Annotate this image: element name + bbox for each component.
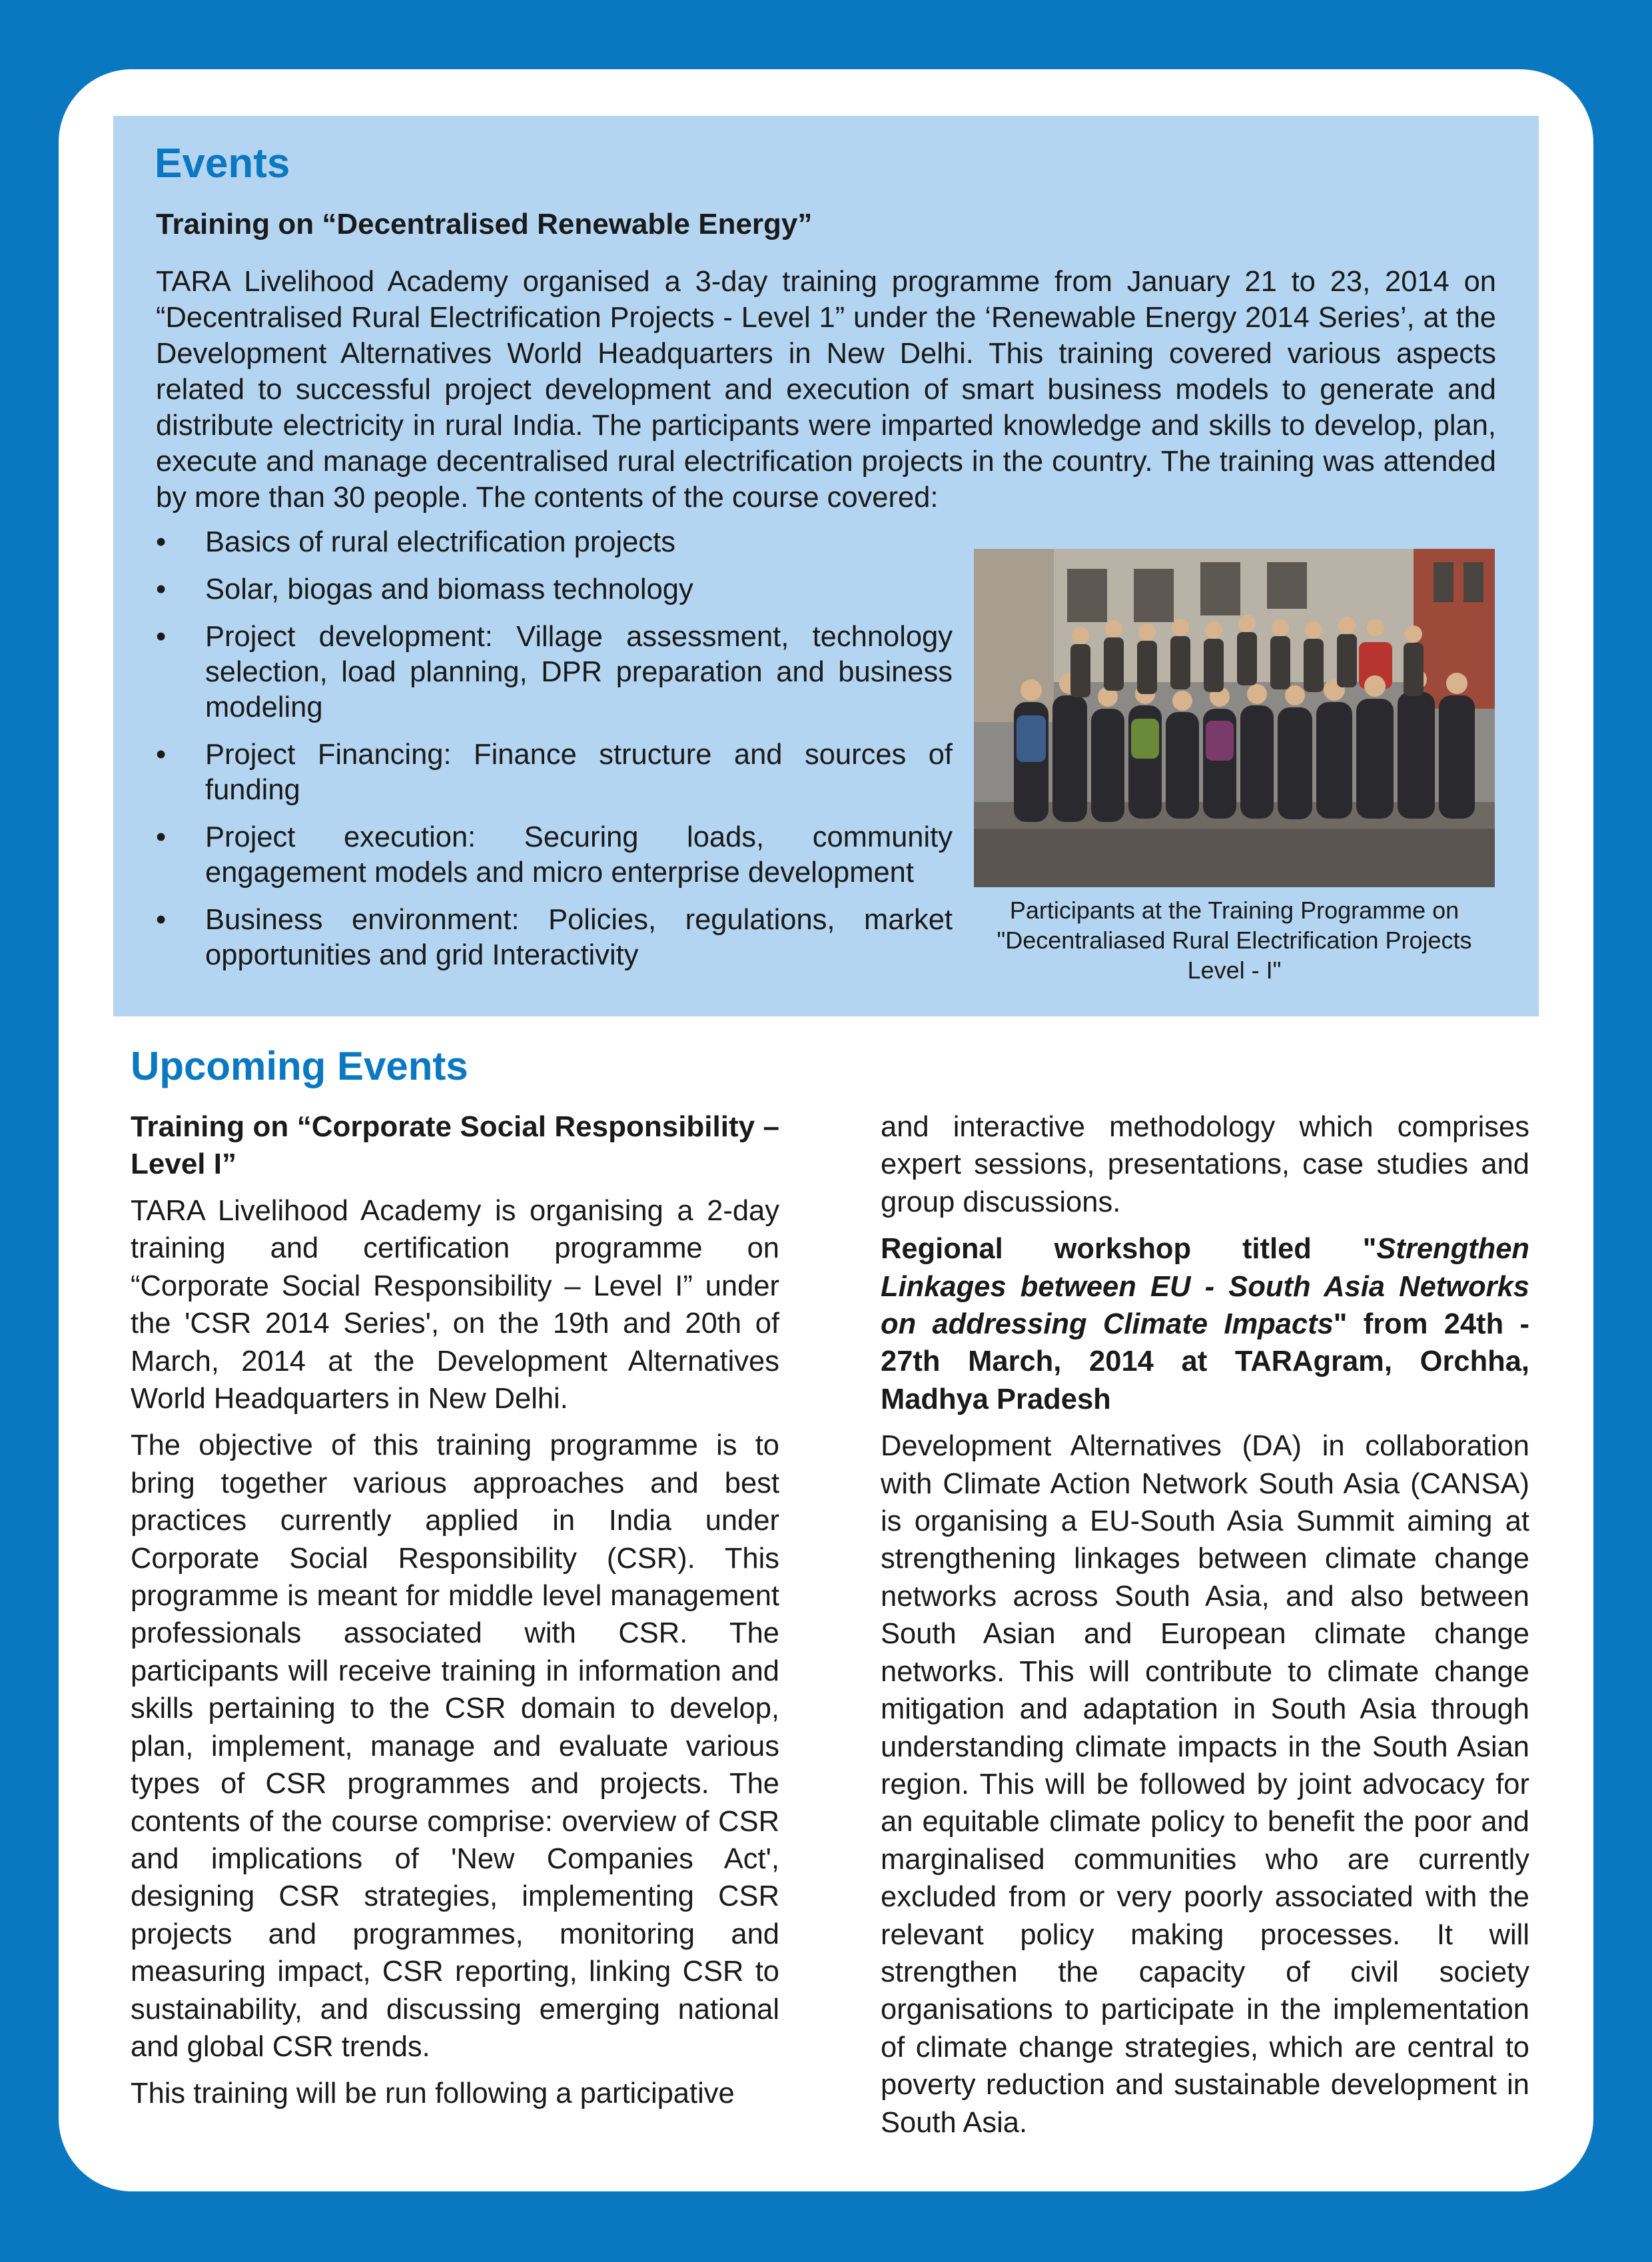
- workshop-heading: [881, 1230, 1529, 1418]
- csr-paragraph-2: The objective of this training programme is to bring together various approaches and best practices currently applied in India under Corporate Social Responsibility (CSR). This programme is meant for middle level management professionals associated with CSR. The participants will receive training in information and skills pertaining to the CSR domain to develop, plan, implement, manage and evaluate various types of CSR programmes and projects. The contents of the course comprise: overview of CSR and implications of 'New Companies Act', designing CSR strategies, implementing CSR projects and programmes, monitoring and measuring impact, CSR reporting, linking CSR to sustainability, and discussing emerging national and global CSR trends.: [131, 1429, 779, 2063]
- workshop-heading-prefix: Regional workshop titled ": [881, 1233, 1377, 1266]
- bullet-icon: •: [156, 573, 167, 605]
- bullet-icon: •: [156, 526, 167, 558]
- list-item: [156, 572, 953, 607]
- bullet-icon: •: [156, 821, 167, 853]
- list-item: [156, 903, 953, 973]
- group-photo: [974, 549, 1495, 887]
- workshop-column: [881, 1108, 1529, 2151]
- list-item-text: Project Financing: Finance structure and sources of funding: [205, 739, 953, 806]
- upcoming-events-title: Upcoming Events: [131, 1044, 468, 1088]
- bullet-icon: •: [156, 621, 167, 653]
- course-contents-list: [156, 525, 953, 985]
- bullet-icon: •: [156, 739, 167, 771]
- csr-column: [131, 1108, 779, 2122]
- csr-paragraph-3: This training will be run following a participative: [131, 2077, 735, 2110]
- workshop-heading-title: Strengthen Linkages between EU - South Asia Networks on addressing Climate Impacts: [881, 1233, 1529, 1341]
- list-item-text: Business environment: Policies, regulations, market opportunities and grid Interactivity: [205, 904, 953, 971]
- csr-paragraph-3-continued: and interactive methodology which comprises expert sessions, presentations, case studies and group discussions.: [881, 1111, 1529, 1218]
- workshop-heading-suffix: " from 24th - 27th March, 2014 at TARAgram, Orchha, Madhya Pradesh: [881, 1308, 1529, 1415]
- list-item: [156, 737, 953, 808]
- list-item: [156, 525, 953, 560]
- list-item-text: Basics of rural electrification projects: [205, 526, 675, 558]
- csr-heading: Training on “Corporate Social Responsibility – Level I”: [131, 1110, 779, 1180]
- events-intro: TARA Livelihood Academy organised a 3-day training programme from January 21 to 23, 2014 on “Decentralised Rural Electrification Projects - Level 1” under the ‘Renewable Energy 2014 Series’, at the Development Alternatives World Headquarters in New Delhi. This training covered various aspects related to successful project development and execution of smart business models to generate and distribute electricity in rural India. The participants were imparted knowledge and skills to develop, plan, execute and manage decentralised rural electrification projects in the country. The training was attended by more than 30 people. The contents of the course covered:: [156, 266, 1496, 514]
- bullet-icon: •: [156, 904, 167, 936]
- photo-caption: Participants at the Training Programme on "Decentraliased Rural Electrification Projects Level - I": [997, 897, 1472, 984]
- list-item-text: Project development: Village assessment, technology selection, load planning, DPR preparation and business modeling: [205, 621, 953, 723]
- events-subtitle: Training on “Decentralised Renewable Energy”: [156, 208, 813, 240]
- group-photo-illustration: [974, 549, 1495, 887]
- list-item: [156, 619, 953, 725]
- csr-paragraph-1: TARA Livelihood Academy is organising a 2-day training and certification programme on “Corporate Social Responsibility – Level I” under the 'CSR 2014 Series', on the 19th and 20th of March, 2014 at the Development Alternatives World Headquarters in New Delhi.: [131, 1195, 779, 1415]
- workshop-body: Development Alternatives (DA) in collaboration with Climate Action Network South Asia (CANSA) is organising a EU-South Asia Summit aiming at strengthening linkages between climate change networks across South Asia, and also between South Asian and European climate change networks. This will contribute to climate change mitigation and adaptation in South Asia through understanding climate impacts in the South Asian region. This will be followed by joint advocacy for an equitable climate policy to benefit the poor and marginalised communities who are currently excluded from or very poorly associated with the relevant policy making processes. It will strengthen the capacity of civil society organisations to participate in the implementation of climate change strategies, which are central to poverty reduction and sustainable development in South Asia.: [881, 1430, 1529, 2139]
- list-item-text: Project execution: Securing loads, community engagement models and micro enterprise development: [205, 821, 953, 889]
- list-item: [156, 820, 953, 891]
- list-item-text: Solar, biogas and biomass technology: [205, 573, 693, 605]
- events-title: Events: [155, 141, 290, 187]
